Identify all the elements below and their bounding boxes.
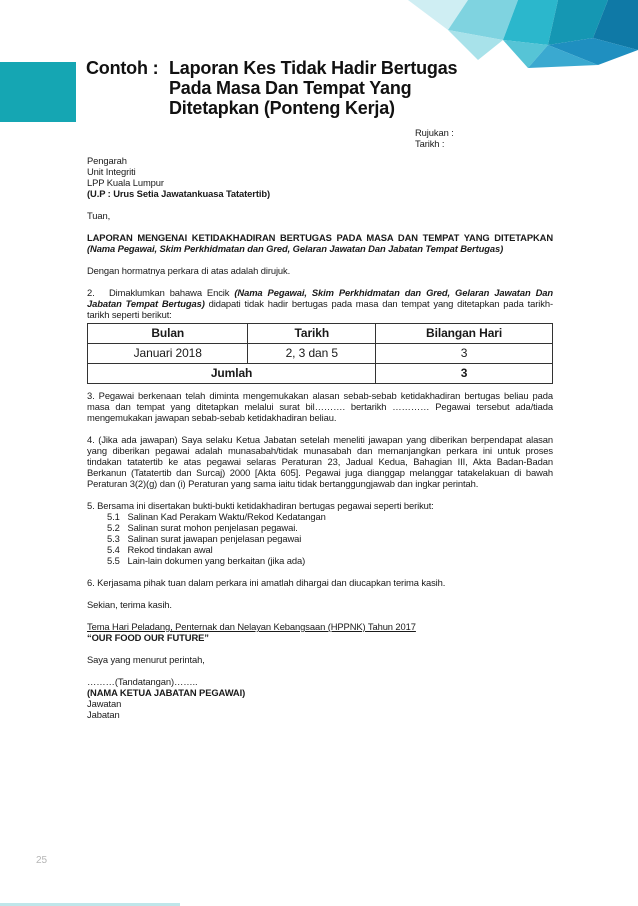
table-row xyxy=(88,344,553,364)
paragraph-5: 5. Bersama ini disertakan bukti-bukti ketidakhadiran bertugas pegawai seperti berikut: xyxy=(87,500,434,511)
title-line-1: Laporan Kes Tidak Hadir Bertugas xyxy=(169,58,458,78)
table-cell: Januari 2018 xyxy=(88,344,248,364)
page-number: 25 xyxy=(36,855,48,866)
paragraph-2 xyxy=(87,287,553,320)
list-item: 5.2 Salinan surat mohon penjelasan pegawai. xyxy=(107,522,298,533)
table-header: Bilangan Hari xyxy=(376,324,553,344)
absence-table xyxy=(87,323,553,384)
list-item: 5.3 Salinan surat jawapan penjelasan pegawai xyxy=(107,533,302,544)
intro-paragraph: Dengan hormatnya perkara di atas adalah dirujuk. xyxy=(87,265,291,276)
signature-placeholder: ………(Tandatangan)…….. xyxy=(87,676,198,687)
paragraph-6: 6. Kerjasama pihak tuan dalam perkara ini amatlah dihargai dan diucapkan terima kasih. xyxy=(87,577,446,588)
signer-name: (NAMA KETUA JABATAN PEGAWAI) xyxy=(87,687,246,698)
letter-body xyxy=(87,127,553,720)
paragraph-3: 3. Pegawai berkenaan telah diminta mengemukakan alasan sebab-sebab ketidakhadiran bertugas beliau pada masa dan tempat yang ditetapkan melalui surat bil………. bertarikh ………… Pegawai tersebut ada/tiada mengemukakan jawapan sebab-sebab ketidakhadiran beliau. xyxy=(87,390,553,423)
page-title xyxy=(86,58,556,118)
paragraph-2-lead: Dimaklumkan bahawa Encik xyxy=(109,287,230,298)
table-header: Bulan xyxy=(88,324,248,344)
subject-heading xyxy=(87,232,553,254)
total-value: 3 xyxy=(376,364,553,384)
table-cell: 3 xyxy=(376,344,553,364)
subject-italic: (Nama Pegawai, Skim Perkhidmatan dan Gred, Gelaran Jawatan Dan Jabatan Tempat Bertugas) xyxy=(87,243,504,254)
total-label: Jumlah xyxy=(88,364,376,384)
closing-line: Sekian, terima kasih. xyxy=(87,599,172,610)
list-item: 5.1 Salinan Kad Perakam Waktu/Rekod Kedatangan xyxy=(107,511,326,522)
paragraph-2-number: 2. xyxy=(87,287,95,298)
subject-bold: LAPORAN MENGENAI KETIDAKHADIRAN BERTUGAS PADA MASA DAN TEMPAT YANG DITETAPKAN xyxy=(87,232,553,243)
table-total-row xyxy=(88,364,553,384)
paragraph-2-italic: (Nama Pegawai, Skim Perkhidmatan dan Gred, Gelaran Jawatan Dan Jabatan Tempat Bertugas) xyxy=(87,287,553,309)
title-line-2: Pada Masa Dan Tempat Yang xyxy=(169,78,412,98)
reference-tarikh: Tarikh : xyxy=(415,138,445,149)
table-header: Tarikh xyxy=(248,324,376,344)
attention-line: (U.P : Urus Setia Jawatankuasa Tatatertib) xyxy=(87,188,271,199)
recipient-line: LPP Kuala Lumpur xyxy=(87,177,164,188)
reference-rujukan: Rujukan : xyxy=(415,127,454,138)
salutation: Tuan, xyxy=(87,210,111,221)
evidence-list xyxy=(87,511,553,566)
title-accent-bar xyxy=(0,62,76,122)
list-item: 5.5 Lain-lain dokumen yang berkaitan (jika ada) xyxy=(107,555,306,566)
signer-department: Jabatan xyxy=(87,709,120,720)
title-prefix: Contoh : xyxy=(86,58,159,78)
recipient-line: Unit Integriti xyxy=(87,166,136,177)
obey-line: Saya yang menurut perintah, xyxy=(87,654,205,665)
paragraph-4: 4. (Jika ada jawapan) Saya selaku Ketua Jabatan setelah meneliti jawapan yang diberikan berpendapat alasan yang diberikan pegawai adalah munasabah/tidak munasabah dan memanjangkan perkara ini untuk proses tindakan tatatertib ke atas pegawai selaras Peraturan 23, Jadual Kedua, Bahagian III, Akta Badan-Badan Berkanun (Tatatertib dan Surcaj) 2000 [Akta 605]. Pegawai juga dianggap melanggar tatakelakuan di bawah Peraturan 3(2)(g) dan (i) Peraturan yang sama iaitu tidak bertanggungjawab dan ingkar perintah. xyxy=(87,434,553,489)
table-cell: 2, 3 dan 5 xyxy=(248,344,376,364)
list-item: 5.4 Rekod tindakan awal xyxy=(107,544,213,555)
title-line-3: Ditetapkan (Ponteng Kerja) xyxy=(169,98,395,118)
theme-line: Tema Hari Peladang, Penternak dan Nelayan Kebangsaan (HPPNK) Tahun 2017 xyxy=(87,621,416,632)
signer-position: Jawatan xyxy=(87,698,122,709)
recipient-line: Pengarah xyxy=(87,155,127,166)
paragraph-2-rest: didapati tidak hadir bertugas pada masa dan tempat yang ditetapkan pada tarikh-tarikh seperti berikut: xyxy=(87,298,553,320)
slogan-line: “OUR FOOD OUR FUTURE” xyxy=(87,632,209,643)
